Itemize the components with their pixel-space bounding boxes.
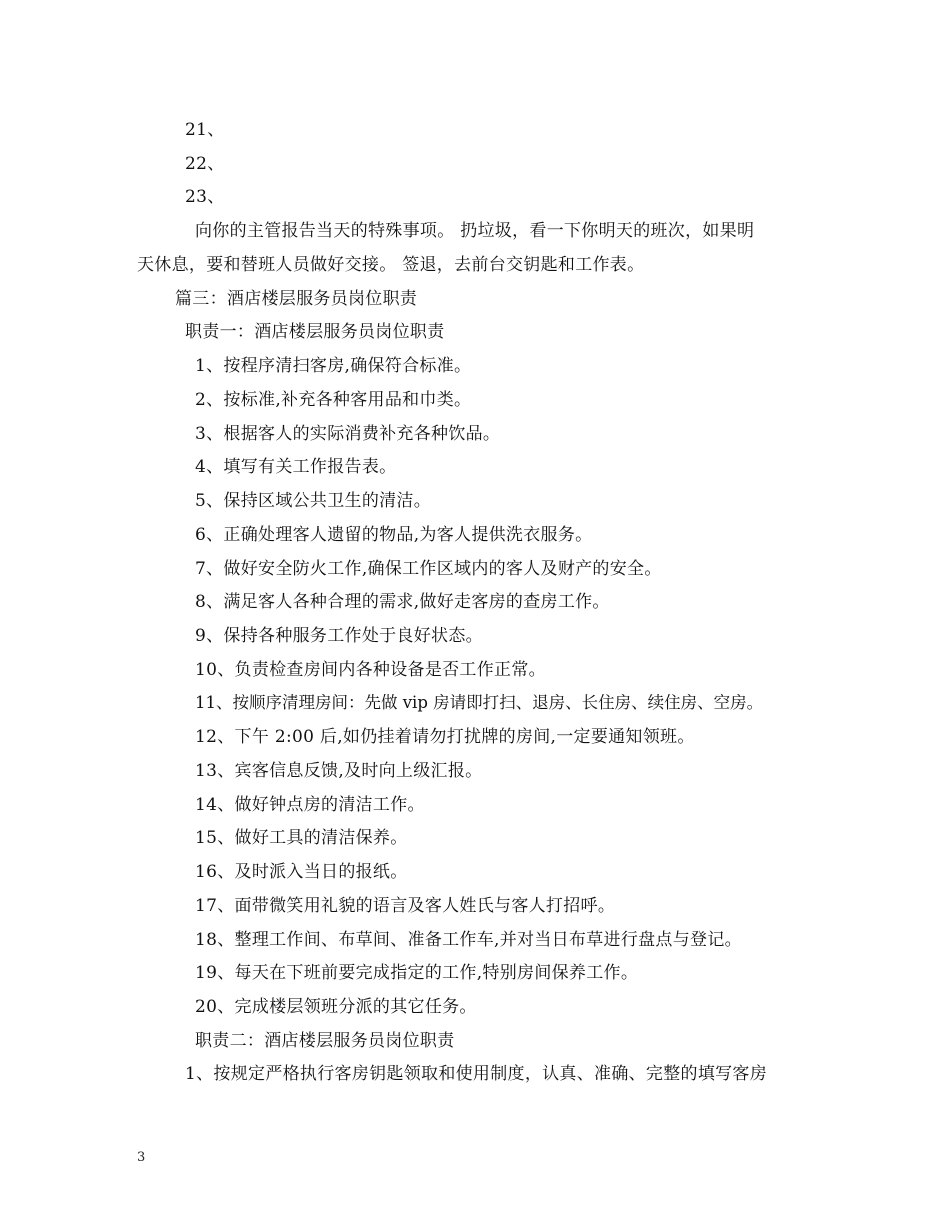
duty-item: 16、及时派入当日的报纸。: [195, 862, 408, 882]
duty-item: 6、正确处理客人遗留的物品,为客人提供洗衣服务。: [195, 525, 593, 545]
duty-two-heading: 职责二：酒店楼层服务员岗位职责: [195, 1031, 455, 1051]
report-paragraph-line: 天休息，要和替班人员做好交接。 签退，去前台交钥匙和工作表。: [137, 255, 645, 275]
numbered-stub: 21、: [185, 120, 225, 140]
duty-item: 2、按标准,补充各种客用品和巾类。: [195, 390, 472, 410]
duty-item: 10、负责检查房间内各种设备是否工作正常。: [195, 660, 546, 680]
duty-item: 8、满足客人各种合理的需求,做好走客房的查房工作。: [195, 592, 610, 612]
duty-item: 3、根据客人的实际消费补充各种饮品。: [195, 424, 501, 444]
duty-item: 12、下午 2:00 后,如仍挂着请勿打扰牌的房间,一定要通知领班。: [195, 727, 695, 747]
duty-item: 9、保持各种服务工作处于良好状态。: [195, 626, 483, 646]
numbered-stub: 22、: [185, 154, 225, 174]
numbered-stub: 23、: [185, 187, 225, 207]
duty-item: 19、每天在下班前要完成指定的工作,特别房间保养工作。: [195, 963, 639, 983]
duty-one-heading: 职责一：酒店楼层服务员岗位职责: [185, 322, 445, 342]
duty-item: 4、填写有关工作报告表。: [195, 457, 397, 477]
section-title: 篇三：酒店楼层服务员岗位职责: [175, 289, 418, 309]
duty-item: 1、按程序清扫客房,确保符合标准。: [195, 356, 472, 376]
duty-item: 14、做好钟点房的清洁工作。: [195, 795, 425, 815]
duty-item: 13、宾客信息反馈,及时向上级汇报。: [195, 761, 483, 781]
page-number: 3: [137, 1150, 146, 1165]
duty-item: 11、按顺序清理房间：先做 vip 房请即打扫、退房、长住房、续住房、空房。: [195, 693, 764, 712]
report-paragraph-line: 向你的主管报告当天的特殊事项。 扔垃圾，看一下你明天的班次，如果明: [195, 221, 755, 241]
duty-two-first-item: 1、按规定严格执行客房钥匙领取和使用制度，认真、准确、完整的填写客房: [185, 1064, 768, 1084]
duty-item: 15、做好工具的清洁保养。: [195, 828, 408, 848]
duty-item: 7、做好安全防火工作,确保工作区域内的客人及财产的安全。: [195, 559, 662, 579]
duty-item: 18、整理工作间、布草间、准备工作车,并对当日布草进行盘点与登记。: [195, 930, 742, 950]
duty-item: 20、完成楼层领班分派的其它任务。: [195, 997, 477, 1017]
duty-item: 17、面带微笑用礼貌的语言及客人姓氏与客人打招呼。: [195, 896, 616, 916]
duty-item: 5、保持区域公共卫生的清洁。: [195, 491, 432, 511]
